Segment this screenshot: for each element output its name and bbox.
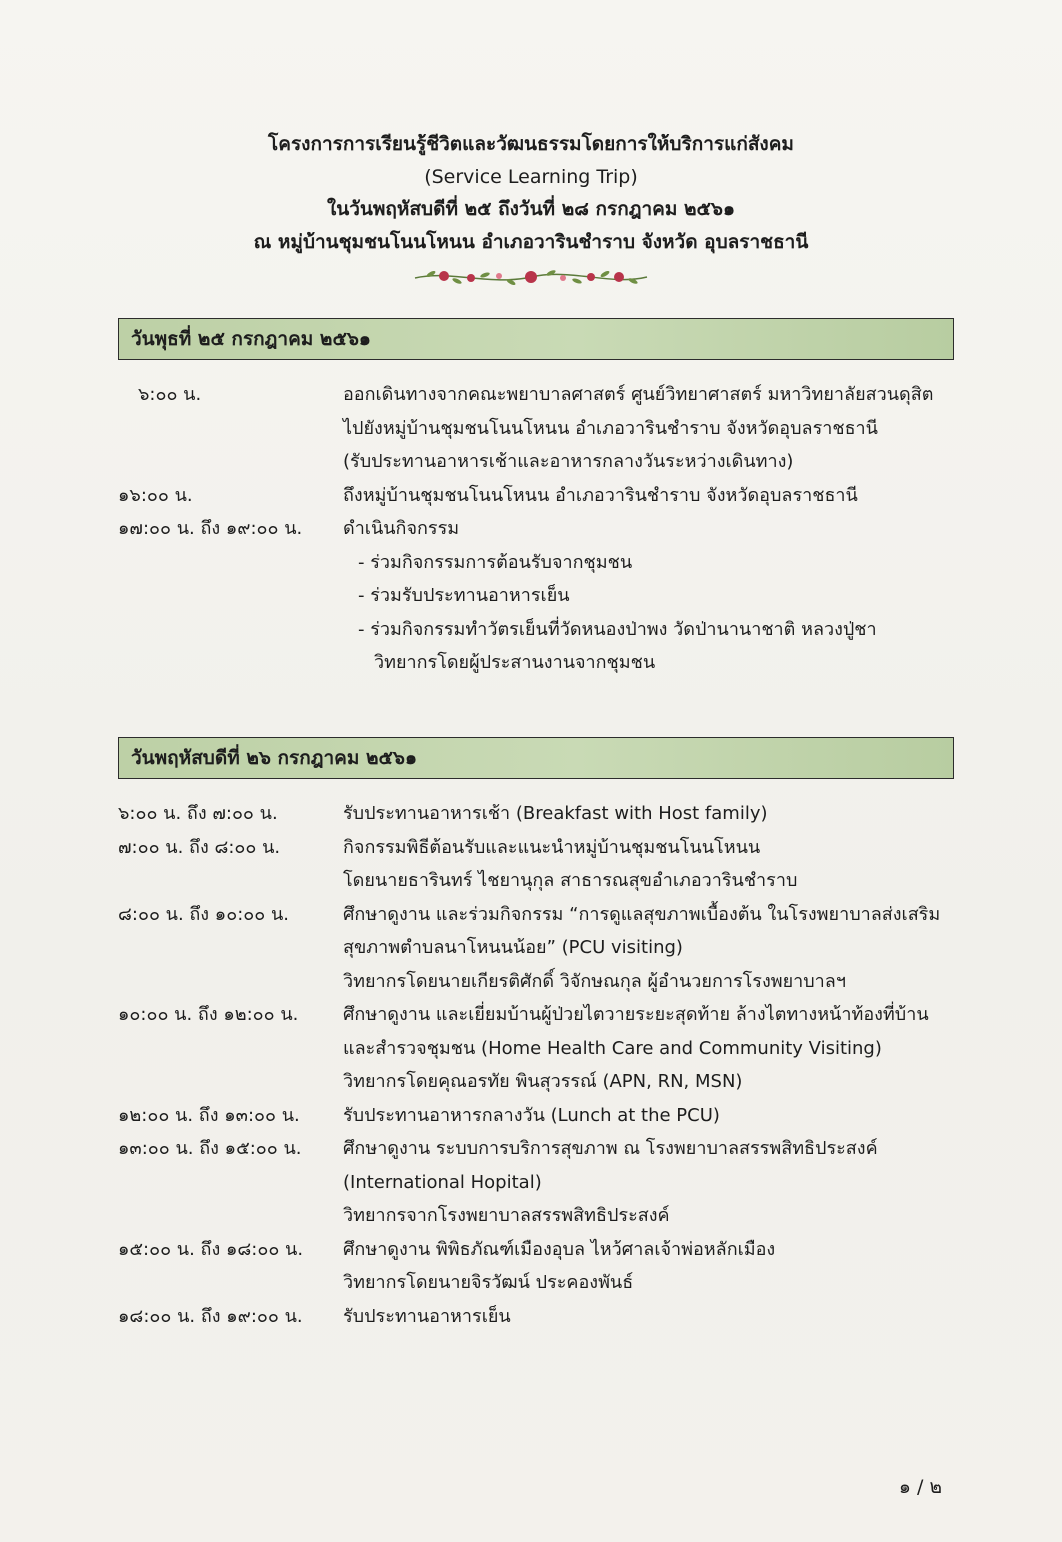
schedule-time: ๑๘:๐๐ น. ถึง ๑๙:๐๐ น. <box>118 1305 303 1327</box>
project-dates: ในวันพฤหัสบดีที่ ๒๕ ถึงวันที่ ๒๘ กรกฎาคม ๒๕๖๑ <box>326 198 736 220</box>
description-line: ศึกษาดูงาน พิพิธภัณฑ์เมืองอุบล ไหว้ศาลเจ้าพ่อหลักเมือง <box>343 1238 776 1260</box>
activity-bullet: - ร่วมรับประทานอาหารเย็น <box>358 579 953 613</box>
activity-bullet: - ร่วมกิจกรรมการต้อนรับจากชุมชน <box>358 546 953 580</box>
schedule-time: ๘:๐๐ น. ถึง ๑๐:๐๐ น. <box>118 903 289 925</box>
schedule-description <box>343 378 953 479</box>
description-line: และสำรวจชุมชน (Home Health Care and Community Visiting) <box>343 1037 882 1059</box>
description-line: ศึกษาดูงาน ระบบการบริการสุขภาพ ณ โรงพยาบาลสรรพสิทธิประสงค์ <box>343 1138 878 1159</box>
description-line: ออกเดินทางจากคณะพยาบาลศาสตร์ ศูนย์วิทยาศาสตร์ มหาวิทยาลัยสวนดุสิต <box>343 384 934 405</box>
description-line: วิทยากรโดยคุณอรทัย พินสุวรรณ์ (APN, RN, MSN) <box>343 1071 743 1092</box>
schedule-row <box>0 898 1062 999</box>
schedule-row <box>0 512 1062 546</box>
project-location: ณ หมู่บ้านชุมชนโนนโหนน อำเภอวารินชำราบ จังหวัด อุบลราชธานี <box>253 230 809 253</box>
schedule-description <box>343 898 953 999</box>
schedule-row <box>0 1099 1062 1133</box>
schedule-row <box>0 797 1062 831</box>
schedule-time: ๖:๐๐ น. <box>138 384 202 405</box>
description-line: วิทยากรโดยนายจิรวัฒน์ ประคองพันธ์ <box>343 1272 634 1293</box>
schedule-time: ๑๒:๐๐ น. ถึง ๑๓:๐๐ น. <box>118 1104 300 1126</box>
schedule-time: ๑๗:๐๐ น. ถึง ๑๙:๐๐ น. <box>118 518 303 539</box>
project-subtitle-english: (Service Learning Trip) <box>424 165 638 188</box>
description-line: ศึกษาดูงาน และเยี่ยมบ้านผู้ป่วยไตวายระยะสุดท้าย ล้างไตทางหน้าท้องที่บ้าน <box>343 1004 929 1025</box>
activity-bullet-list <box>358 546 953 680</box>
schedule-row <box>0 998 1062 1099</box>
schedule-description <box>343 998 953 1099</box>
description-line: (International Hopital) <box>343 1171 542 1193</box>
schedule-time: ๗:๐๐ น. ถึง ๘:๐๐ น. <box>118 836 281 858</box>
schedule-row <box>0 378 1062 479</box>
description-line: ถึงหมู่บ้านชุมชนโนนโหนน อำเภอวารินชำราบ จังหวัดอุบลราชธานี <box>343 484 858 506</box>
description-line: ดำเนินกิจกรรม <box>343 518 460 539</box>
description-line: ไปยังหมู่บ้านชุมชนโนนโหนน อำเภอวารินชำราบ จังหวัดอุบลราชธานี <box>343 417 878 439</box>
schedule-time: ๑๓:๐๐ น. ถึง ๑๕:๐๐ น. <box>118 1138 302 1159</box>
project-title: โครงการการเรียนรู้ชีวิตและวัฒนธรรมโดยการให้บริการแก่สังคม <box>268 133 794 155</box>
floral-divider-icon <box>411 264 651 290</box>
schedule-time: ๑๐:๐๐ น. ถึง ๑๒:๐๐ น. <box>118 1004 299 1025</box>
page-number: ๑ / ๒ <box>898 1476 942 1498</box>
description-line: วิทยากรโดยนายเกียรติศักดิ์ วิจักษณกุล ผู้อำนวยการโรงพยาบาลฯ <box>343 970 846 992</box>
activity-bullet: - ร่วมกิจกรรมทำวัตรเย็นที่วัดหนองป่าพง วัดป่านานาชาติ หลวงปู่ชา <box>358 613 953 647</box>
description-line: ศึกษาดูงาน และร่วมกิจกรรม “การดูแลสุขภาพเบื้องต้น ในโรงพยาบาลส่งเสริม <box>343 903 941 925</box>
description-line: โดยนายธารินทร์ ไชยานุกุล สาธารณสุขอำเภอวารินชำราบ <box>343 870 798 891</box>
schedule-time: ๑๖:๐๐ น. <box>118 484 193 506</box>
day2-header: วันพฤหัสบดีที่ ๒๖ กรกฎาคม ๒๕๖๑ <box>118 737 954 779</box>
schedule-row <box>0 1132 1062 1233</box>
day1-header: วันพุธที่ ๒๕ กรกฎาคม ๒๕๖๑ <box>118 318 954 360</box>
schedule-description <box>343 1300 953 1334</box>
schedule-description <box>343 797 953 831</box>
day1-schedule <box>0 378 1062 680</box>
description-line: รับประทานอาหารเช้า (Breakfast with Host family) <box>343 803 768 824</box>
schedule-description <box>343 1099 953 1133</box>
description-line: (รับประทานอาหารเช้าและอาหารกลางวันระหว่างเดินทาง) <box>343 451 794 472</box>
document-header <box>0 128 1062 290</box>
description-line: กิจกรรมพิธีต้อนรับและแนะนำหมู่บ้านชุมชนโนนโหนน <box>343 836 761 858</box>
description-line: สุขภาพตำบลนาโหนนน้อย” (PCU visiting) <box>343 937 683 958</box>
day2-schedule <box>0 797 1062 1333</box>
description-line: รับประทานอาหารเย็น <box>343 1305 511 1327</box>
schedule-row <box>0 831 1062 898</box>
schedule-description <box>343 1233 953 1300</box>
schedule-description <box>343 512 953 546</box>
schedule-row <box>0 479 1062 513</box>
schedule-row <box>0 1300 1062 1334</box>
schedule-row <box>0 1233 1062 1300</box>
activity-bullet-continuation: วิทยากรโดยผู้ประสานงานจากชุมชน <box>374 652 656 673</box>
description-line: วิทยากรจากโรงพยาบาลสรรพสิทธิประสงค์ <box>343 1205 670 1226</box>
schedule-time: ๖:๐๐ น. ถึง ๗:๐๐ น. <box>118 803 278 824</box>
schedule-description <box>343 831 953 898</box>
schedule-description <box>343 479 953 513</box>
schedule-description <box>343 1132 953 1233</box>
schedule-time: ๑๕:๐๐ น. ถึง ๑๘:๐๐ น. <box>118 1238 304 1260</box>
description-line: รับประทานอาหารกลางวัน (Lunch at the PCU) <box>343 1104 720 1126</box>
